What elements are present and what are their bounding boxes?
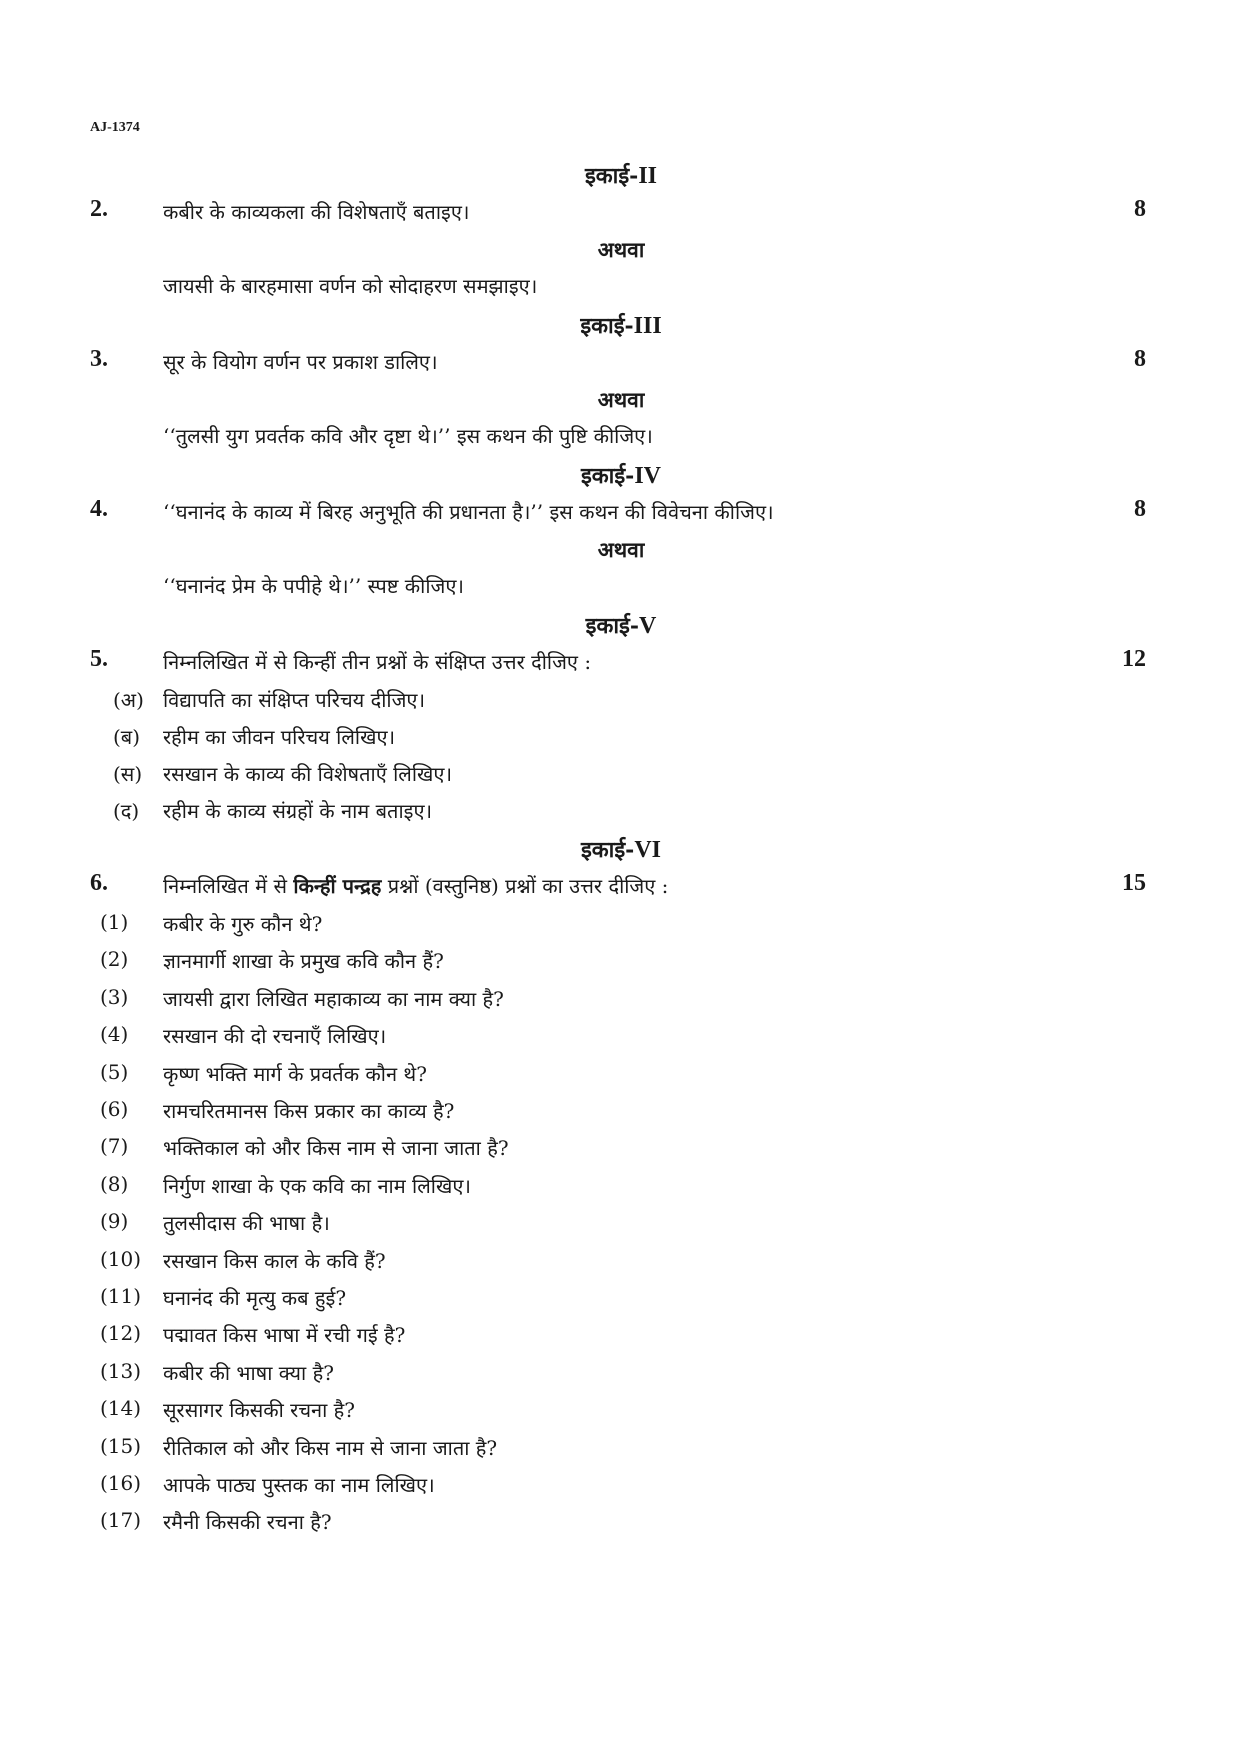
or-label-4: अथवा	[597, 537, 645, 562]
list-item	[100, 1284, 347, 1310]
question-3-text: सूर के वियोग वर्णन पर प्रकाश डालिए।	[163, 350, 438, 374]
question-5-marks: 12	[1122, 646, 1146, 672]
list-item	[100, 1171, 471, 1198]
list-item-label: (14)	[100, 1396, 142, 1421]
list-item-label: (12)	[100, 1321, 142, 1346]
list-item	[100, 947, 444, 974]
list-item-text: विद्यापति का संक्षिप्त परिचय दीजिए।	[163, 688, 426, 712]
question-number-4: 4.	[90, 496, 108, 522]
list-item	[113, 797, 433, 824]
list-item-label: (अ)	[113, 688, 144, 712]
list-item-text: रसखान किस काल के कवि हैं?	[163, 1248, 386, 1273]
list-item	[100, 1209, 330, 1236]
list-item-label: (2)	[100, 947, 129, 972]
list-item	[100, 910, 323, 936]
question-number-2: 2.	[90, 196, 108, 222]
list-item-text: कबीर के गुरु कौन थे?	[163, 912, 323, 936]
list-item-text: रमैनी किसकी रचना है?	[163, 1510, 332, 1535]
question-4-marks: 8	[1134, 496, 1146, 522]
question-5-text: निम्नलिखित में से किन्हीं तीन प्रश्नों के संक्षिप्त उत्तर दीजिए :	[163, 650, 592, 674]
list-item	[100, 1433, 498, 1460]
list-item-label: (द)	[113, 799, 140, 823]
paper-code: AJ-1374	[90, 120, 140, 135]
list-item-label: (7)	[100, 1134, 129, 1159]
list-item-label: (5)	[100, 1059, 129, 1084]
list-item-text: तुलसीदास की भाषा है।	[163, 1211, 330, 1236]
list-item-label: (9)	[100, 1209, 129, 1234]
list-item	[100, 1508, 332, 1535]
list-item-text: कबीर की भाषा क्या है?	[163, 1360, 334, 1385]
list-item-text: रसखान के काव्य की विशेषताएँ लिखिए।	[163, 762, 453, 786]
unit-heading-4: इकाई-IV	[580, 463, 661, 489]
list-item-text: रीतिकाल को और किस नाम से जाना जाता है?	[163, 1435, 498, 1460]
list-item	[100, 1358, 334, 1385]
list-item-text: पद्मावत किस भाषा में रची गई है?	[163, 1323, 406, 1348]
list-item	[113, 723, 396, 750]
question-2-text: कबीर के काव्यकला की विशेषताएँ बताइए।	[163, 200, 470, 224]
question-4-alternative: ‘‘घनानंद प्रेम के पपीहे थे।’’ स्पष्ट कीजिए।	[163, 574, 464, 598]
list-item	[113, 686, 426, 713]
list-item	[100, 1321, 406, 1348]
or-label-2: अथवा	[597, 237, 645, 262]
list-item-label: (ब)	[113, 725, 141, 749]
list-item	[100, 1246, 386, 1273]
list-item-text: आपके पाठ्य पुस्तक का नाम लिखिए।	[163, 1473, 435, 1497]
list-item-text: कृष्ण भक्ति मार्ग के प्रवर्तक कौन थे?	[163, 1061, 427, 1086]
question-3-alternative: ‘‘तुलसी युग प्रवर्तक कवि और दृष्टा थे।’’ इस कथन की पुष्टि कीजिए।	[163, 424, 653, 448]
list-item-label: (15)	[100, 1433, 142, 1458]
list-item-label: (13)	[100, 1358, 142, 1383]
list-item	[113, 760, 453, 787]
list-item-text: सूरसागर किसकी रचना है?	[163, 1398, 356, 1423]
question-number-6: 6.	[90, 870, 108, 896]
list-item	[100, 1396, 356, 1423]
question-6-marks: 15	[1122, 870, 1146, 896]
list-item-label: (3)	[100, 984, 129, 1009]
question-number-5: 5.	[90, 646, 108, 672]
list-item-label: (6)	[100, 1097, 129, 1121]
or-label-3: अथवा	[597, 387, 645, 412]
unit-heading-6: इकाई-VI	[580, 837, 661, 863]
list-item-label: (11)	[100, 1284, 142, 1308]
list-item-label: (17)	[100, 1508, 142, 1533]
list-item	[100, 1022, 387, 1049]
list-item	[100, 1471, 435, 1497]
list-item-text: ज्ञानमार्गी शाखा के प्रमुख कवि कौन हैं?	[163, 949, 444, 974]
list-item-label: (1)	[100, 910, 129, 934]
list-item-text: रहीम के काव्य संग्रहों के नाम बताइए।	[163, 799, 433, 823]
unit-heading-5: इकाई-V	[585, 613, 657, 639]
list-item-text: भक्तिकाल को और किस नाम से जाना जाता है?	[163, 1136, 509, 1161]
list-item-label: (स)	[113, 762, 143, 786]
question-2-alternative: जायसी के बारहमासा वर्णन को सोदाहरण समझाइए।	[163, 274, 538, 298]
list-item	[100, 1097, 455, 1123]
list-item-text: रसखान की दो रचनाएँ लिखिए।	[163, 1024, 387, 1049]
question-4-text: ‘‘घनानंद के काव्य में बिरह अनुभूति की प्रधानता है।’’ इस कथन की विवेचना कीजिए।	[163, 500, 774, 524]
list-item-label: (16)	[100, 1471, 142, 1495]
list-item-text: निर्गुण शाखा के एक कवि का नाम लिखिए।	[163, 1173, 471, 1198]
unit-heading-2: इकाई-II	[584, 163, 658, 189]
list-item-label: (4)	[100, 1022, 129, 1047]
question-6-text: निम्नलिखित में से किन्हीं पन्द्रह प्रश्नों (वस्तुनिष्ठ) प्रश्नों का उत्तर दीजिए :	[163, 874, 669, 898]
unit-heading-3: इकाई-III	[580, 313, 662, 339]
list-item-text: घनानंद की मृत्यु कब हुई?	[163, 1286, 347, 1310]
list-item-text: रामचरितमानस किस प्रकार का काव्य है?	[163, 1099, 455, 1123]
list-item-text: रहीम का जीवन परिचय लिखिए।	[163, 725, 396, 749]
question-3-marks: 8	[1134, 346, 1146, 372]
list-item-text: जायसी द्वारा लिखित महाकाव्य का नाम क्या है?	[163, 986, 504, 1011]
question-2-marks: 8	[1134, 196, 1146, 222]
list-item-label: (8)	[100, 1171, 129, 1196]
list-item	[100, 984, 504, 1011]
list-item	[100, 1059, 427, 1086]
list-item	[100, 1134, 509, 1161]
question-number-3: 3.	[90, 346, 108, 372]
list-item-label: (10)	[100, 1246, 142, 1271]
